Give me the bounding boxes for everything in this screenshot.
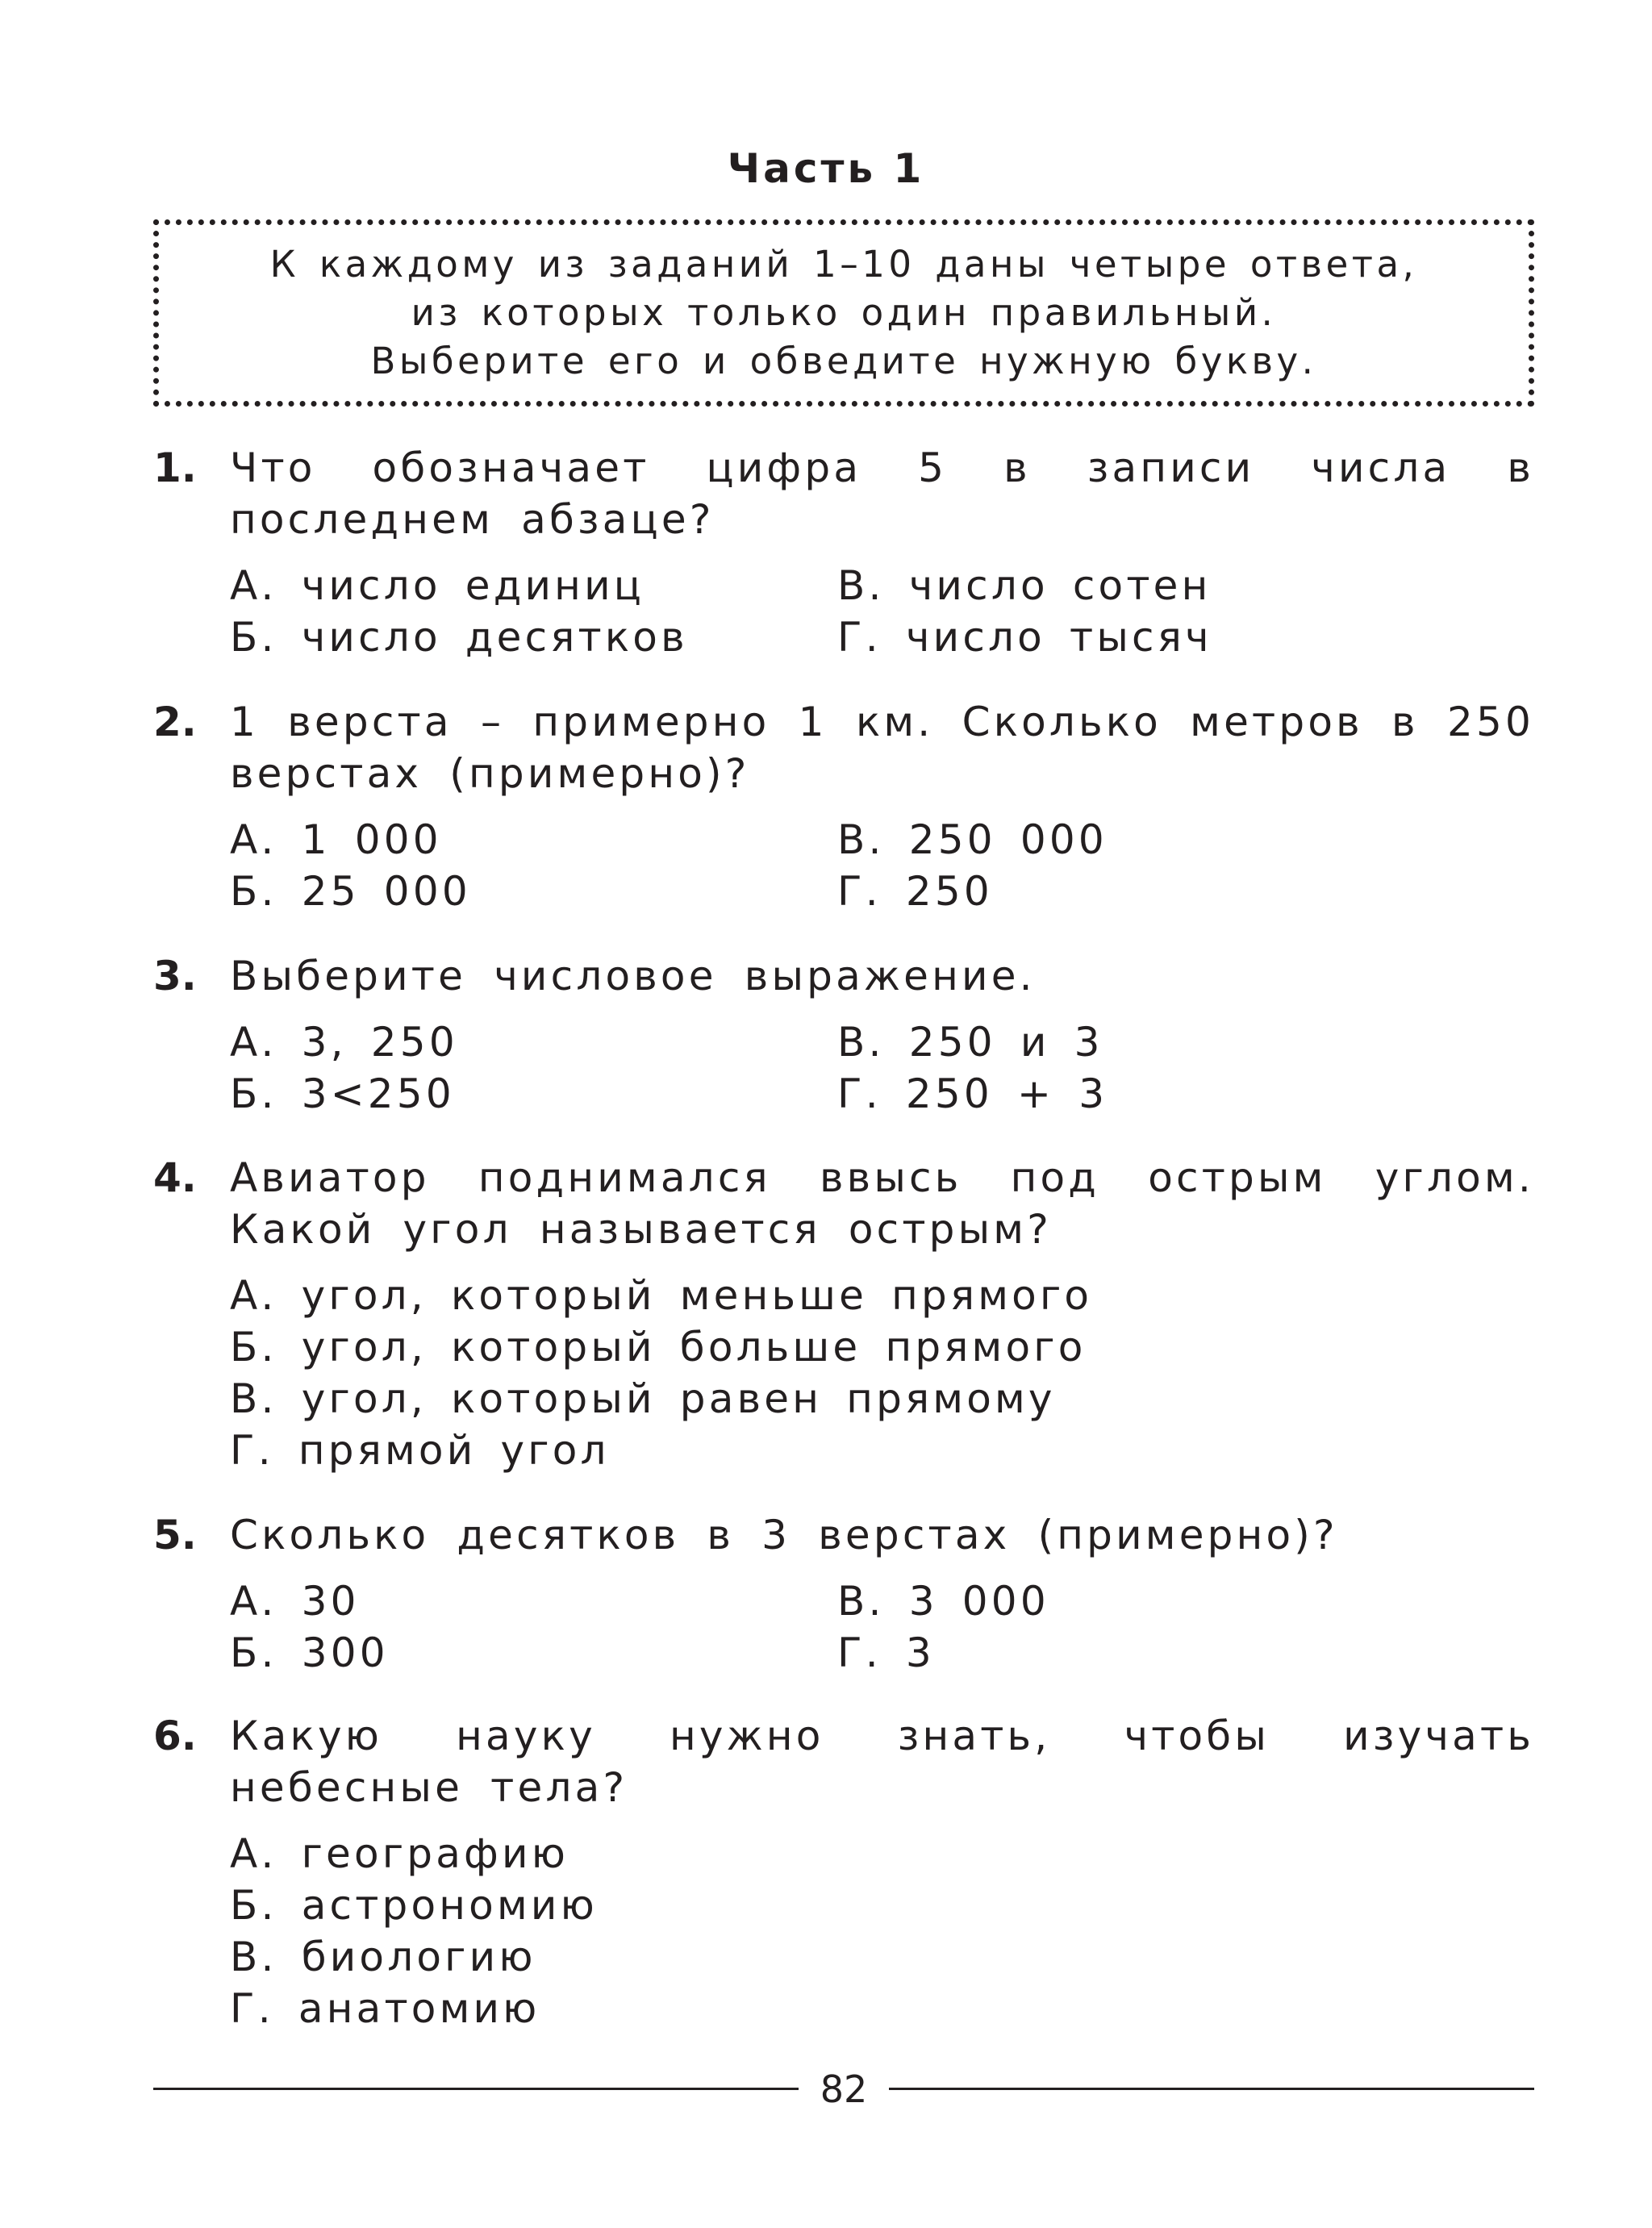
answer-option[interactable]: В. 250 000 — [837, 816, 1108, 863]
question-text: Авиатор поднимался ввысь под острым углом. Какой угол называется острым? — [230, 1154, 1534, 1253]
question-text: 1 верста – примерно 1 км. Сколько метров в 250 верстах (примерно)? — [230, 699, 1534, 797]
question-2 — [153, 696, 1534, 917]
question-3 — [153, 950, 1534, 1120]
answer-options — [153, 814, 1534, 917]
question-5 — [153, 1509, 1534, 1679]
answer-option[interactable]: Г. 3 — [837, 1629, 935, 1676]
instruction-line: Выберите его и обведите нужную букву. — [370, 340, 1317, 382]
question-number: 2. — [153, 699, 197, 745]
answer-option[interactable]: В. биологию — [230, 1934, 536, 1980]
answer-option[interactable]: Б. 300 — [230, 1629, 389, 1676]
answer-option[interactable]: В. угол, который равен прямому — [230, 1375, 1056, 1422]
instruction-box — [153, 219, 1534, 407]
answer-option[interactable]: А. 30 — [230, 1578, 360, 1625]
answer-option[interactable]: Б. 3<250 — [230, 1070, 455, 1117]
answer-option[interactable]: А. географию — [230, 1830, 569, 1877]
answer-option[interactable]: В. 250 и 3 — [837, 1019, 1103, 1066]
question-6 — [153, 1710, 1534, 2034]
answer-option[interactable]: Г. 250 + 3 — [837, 1070, 1108, 1117]
answer-options — [153, 560, 1534, 663]
part-title: Часть 1 — [727, 145, 925, 192]
answer-option[interactable]: Б. число десятков — [230, 614, 688, 661]
footer-rule — [889, 2088, 1534, 2090]
answer-option[interactable]: А. число единиц — [230, 562, 645, 609]
answer-option[interactable]: Б. угол, который больше прямого — [230, 1324, 1087, 1371]
question-1 — [153, 442, 1534, 663]
question-number: 5. — [153, 1512, 197, 1558]
answer-options — [153, 1016, 1534, 1120]
question-text: Что обозначает цифра 5 в записи числа в последнем абзаце? — [230, 444, 1534, 543]
answer-option[interactable]: Г. 250 — [837, 868, 993, 915]
question-text: Какую науку нужно знать, чтобы изучать небесные тела? — [230, 1713, 1534, 1811]
question-4 — [153, 1152, 1534, 1476]
answer-option[interactable]: Г. прямой угол — [230, 1427, 610, 1474]
answer-option[interactable]: Г. число тысяч — [837, 614, 1212, 661]
answer-options — [153, 1575, 1534, 1679]
question-number: 6. — [153, 1713, 197, 1759]
instruction-line: К каждому из заданий 1–10 даны четыре ответа, — [269, 243, 1418, 286]
answer-option[interactable]: В. число сотен — [837, 562, 1212, 609]
answer-option[interactable]: А. 3, 250 — [230, 1019, 458, 1066]
answer-options — [153, 1828, 1534, 2034]
answer-option[interactable]: А. угол, который меньше прямого — [230, 1272, 1093, 1319]
question-number: 4. — [153, 1154, 197, 1201]
answer-options — [153, 1270, 1534, 1476]
answer-option[interactable]: В. 3 000 — [837, 1578, 1049, 1625]
question-number: 3. — [153, 953, 197, 999]
answer-option[interactable]: Г. анатомию — [230, 1985, 540, 2032]
question-number: 1. — [153, 444, 197, 491]
answer-option[interactable]: Б. астрономию — [230, 1882, 598, 1929]
question-text: Сколько десятков в 3 верстах (примерно)? — [230, 1512, 1338, 1558]
page-number: 82 — [820, 2067, 868, 2111]
answer-option[interactable]: Б. 25 000 — [230, 868, 471, 915]
answer-option[interactable]: А. 1 000 — [230, 816, 442, 863]
instruction-line: из которых только один правильный. — [411, 291, 1277, 334]
question-text: Выберите числовое выражение. — [230, 953, 1036, 999]
page-footer — [153, 2061, 1534, 2117]
